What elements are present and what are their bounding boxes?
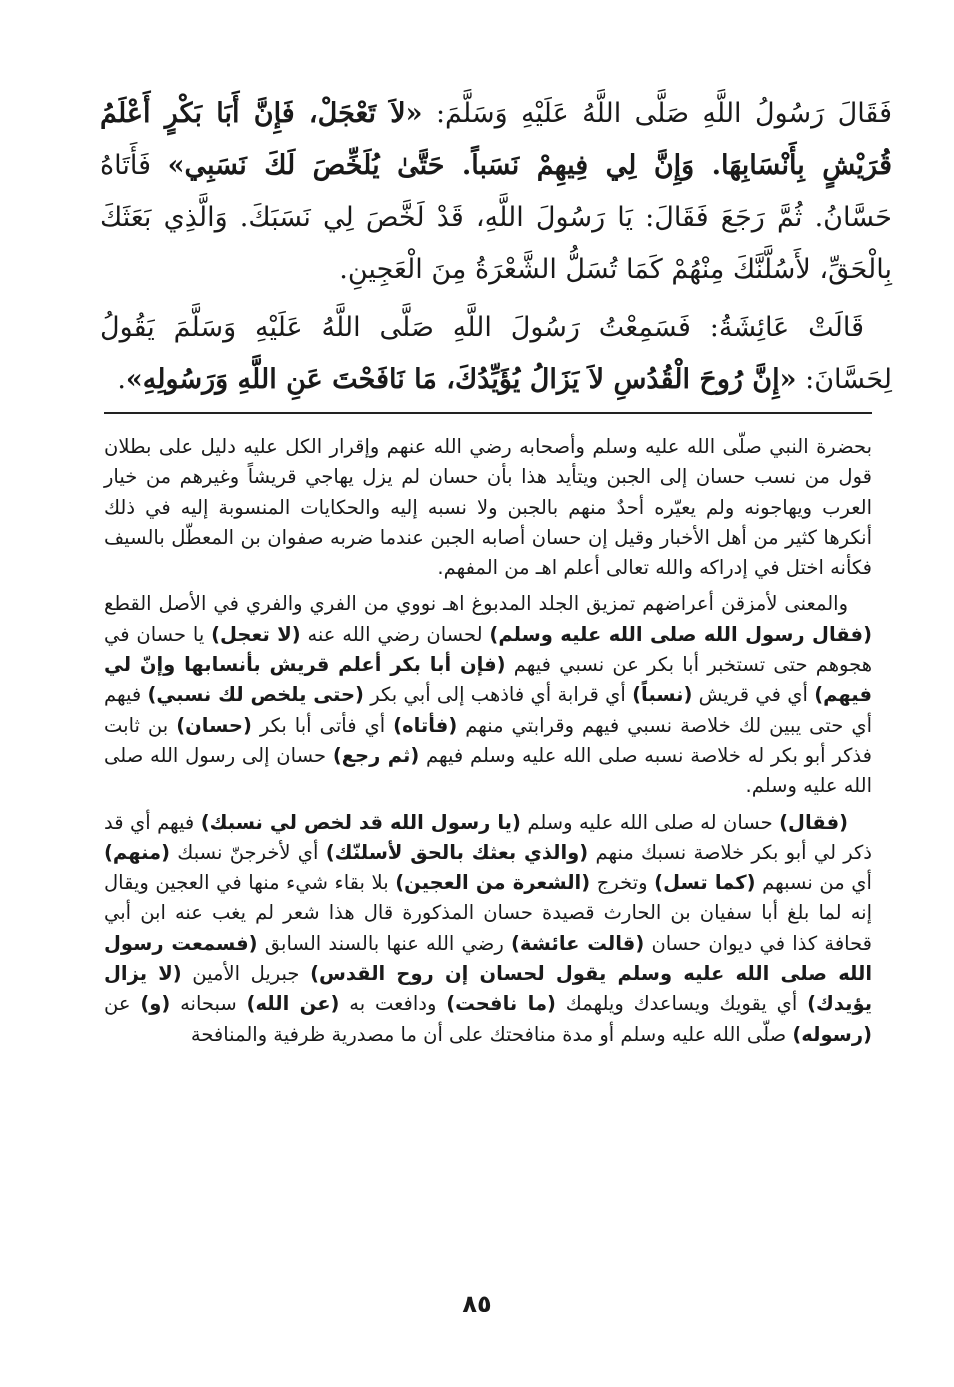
commentary-quoted-phrase: (يا رسول الله قد لخص لي نسبك) bbox=[200, 810, 521, 834]
commentary-quoted-phrase: (كما تسل) bbox=[654, 871, 756, 895]
commentary-text-segment: رضي الله عنها بالسند السابق bbox=[257, 931, 511, 955]
commentary-text-segment: ودافعت به bbox=[339, 992, 447, 1016]
commentary-text-segment: أي من نسبهم bbox=[755, 871, 872, 895]
commentary-text-segment: وتخرج bbox=[590, 871, 655, 895]
commentary-text-segment: بلا بقاء شيء منها في العجين ويقال إنه لما بلغ أبا سفيان بن الحارث قصيدة حسان المذكورة قال هذا شعر لم يغب عنه ابن أبي قحافة كذا في ديوان حسان bbox=[104, 871, 873, 955]
commentary-text-segment: حسان له صلى الله عليه وسلم bbox=[520, 810, 780, 834]
commentary-quoted-phrase: (ما نافحت) bbox=[446, 992, 556, 1016]
commentary-quoted-phrase: (والذي بعثك بالحق لأسلنّك) bbox=[325, 840, 589, 864]
commentary-text-segment: بن ثابت فذكر أبو بكر له خلاصة نسبه صلى الله عليه وسلم فيهم bbox=[104, 713, 872, 767]
commentary-paragraph-2 bbox=[104, 589, 872, 801]
commentary-quoted-phrase: (فقال رسول الله صلى الله عليه وسلم) bbox=[489, 622, 872, 646]
commentary-quoted-phrase: (قالت عائشة) bbox=[510, 931, 645, 955]
commentary-quoted-phrase: (عن الله) bbox=[246, 992, 340, 1016]
hadith-paragraph-1 bbox=[100, 88, 892, 296]
commentary-quoted-phrase: (و) bbox=[140, 992, 171, 1016]
hadith-prophet-quote: «لاَ تَعْجَلْ، فَإِنَّ أَبَا بَكْرٍ أَعْلَمُ قُرَيْشٍ بِأَنْسَابِهَا. وَإِنَّ لِي فِيهِمْ نَسَباً. حَتَّىٰ يُلَخِّصَ لَكَ نَسَبِي» bbox=[100, 98, 892, 181]
commentary-quoted-phrase: (الشعرة من العجين) bbox=[395, 871, 591, 895]
hadith-text-segment: قَالَتْ عَائِشَةُ: فَسَمِعْتُ رَسُولَ اللَّهِ صَلَّى اللَّهُ عَلَيْهِ وَسَلَّمَ يَقُولُ لِحَسَّانَ: bbox=[100, 312, 892, 395]
hadith-text bbox=[100, 88, 892, 412]
commentary-quoted-phrase: (نسباً) bbox=[632, 683, 693, 707]
commentary-text-segment: جبريل الأمين bbox=[181, 962, 311, 986]
commentary-text-segment: أي فأتى أبا بكر bbox=[251, 713, 394, 737]
commentary-quoted-phrase: (فقال) bbox=[779, 810, 849, 834]
commentary-quoted-phrase: (فإن أبا بكر أعلم قريش بأنسابها وإنّ لي فيهم) bbox=[104, 653, 872, 707]
commentary-quoted-phrase: (لا يزال يؤيدك) bbox=[104, 962, 873, 1016]
commentary-text-segment: يا حسان في هجوهم حتى تستخبر أبا بكر عن نسبي فيهم bbox=[104, 622, 872, 677]
commentary-text-segment: لحسان رضي الله عنه bbox=[300, 622, 490, 646]
commentary-quoted-phrase: (حتى يلخص لك نسبي) bbox=[147, 683, 364, 707]
commentary-text-segment: سبحانه bbox=[170, 992, 247, 1016]
commentary-quoted-phrase: (فسمعت رسول الله صلى الله عليه وسلم يقول لحسان إن روح القدس) bbox=[104, 931, 873, 986]
hadith-text-segment: . bbox=[117, 364, 126, 395]
commentary-paragraph-3 bbox=[104, 808, 872, 1050]
hadith-paragraph-2 bbox=[100, 302, 892, 406]
commentary-text bbox=[104, 432, 872, 1056]
section-divider bbox=[104, 412, 872, 414]
commentary-quoted-phrase: (ثم رجع) bbox=[332, 743, 420, 767]
commentary-text-segment: صلّى الله عليه وسلم أو مدة منافحتك على أن ما مصدرية ظرفية والمنافحة bbox=[190, 1022, 793, 1046]
commentary-text-segment: أي لأخرجنّ نسبك bbox=[170, 840, 326, 864]
commentary-text-segment: والمعنى لأمزقن أعراضهم تمزيق الجلد المدبوغ اهـ نووي من الفري والفري في الأصل القطع bbox=[104, 592, 848, 616]
commentary-text-segment: أي في قريش bbox=[692, 683, 815, 707]
commentary-text-segment: أي يقويك ويساعدك ويلهمك bbox=[555, 992, 808, 1016]
hadith-text-segment: فَأَتَاهُ حَسَّانُ. ثُمَّ رَجَعَ فَقَالَ: يَا رَسُولَ اللَّهِ، قَدْ لَخَّصَ لِي نَسَبَكَ. وَالَّذِي بَعَثَكَ بِالْحَقِّ، لأَسُلَّنَّكَ مِنْهُمْ كَمَا تُسَلُّ الشَّعْرَةُ مِنَ الْعَجِينِ. bbox=[100, 150, 892, 285]
commentary-text-segment: عن bbox=[104, 992, 141, 1016]
commentary-text-segment: أي قرابة أي فاذهب إلى أبي بكر bbox=[363, 683, 633, 707]
hadith-text-segment: فَقَالَ رَسُولُ اللَّهِ صَلَّى اللَّهُ عَلَيْهِ وَسَلَّمَ: bbox=[422, 98, 892, 129]
commentary-text-segment: فيهم أي قد ذكر لي أبو بكر خلاصة نسبك منهم bbox=[104, 810, 872, 864]
commentary-quoted-phrase: (فأتاه) bbox=[393, 713, 458, 737]
page-number: ٨٥ bbox=[462, 1290, 492, 1318]
commentary-quoted-phrase: (رسوله) bbox=[792, 1022, 872, 1046]
commentary-quoted-phrase: (لا تعجل) bbox=[211, 622, 301, 646]
commentary-quoted-phrase: (منهم) bbox=[104, 840, 171, 864]
commentary-text-segment: حسان إلى رسول الله صلى الله عليه وسلم. bbox=[104, 743, 872, 798]
commentary-text-segment: فيهم أي حتى يبين لك خلاصة نسبي فيهم وقرابتي منهم bbox=[104, 683, 872, 737]
hadith-prophet-quote: «إِنَّ رُوحَ الْقُدُسِ لاَ يَزَالُ يُؤَيِّدُكَ، مَا نَافَحْتَ عَنِ اللَّهِ وَرَسُولِهِ» bbox=[125, 364, 797, 395]
commentary-quoted-phrase: (حسان) bbox=[176, 713, 252, 737]
commentary-paragraph-1: بحضرة النبي صلّى الله عليه وسلم وأصحابه رضي الله عنهم وإقرار الكل عليه دليل على بطلان قول من نسب حسان إلى الجبن ويتأيد هذا بأن حسان لم يزل يهاجي قريشاً وغيرهم من خيار العرب ويهاجونه ولم يعيّره أحدٌ منهم بالجبن ولا نسبه إليه والحكايات المنسوبة إليه في ذلك أنكرها كثير من أهل الأخبار وقيل إن حسان أصابه الجبن عندما ضربه صفوان بن المعطّل بالسيف فكأنه اختل في إدراكه والله تعالى أعلم اهـ من المفهم. bbox=[104, 435, 872, 580]
